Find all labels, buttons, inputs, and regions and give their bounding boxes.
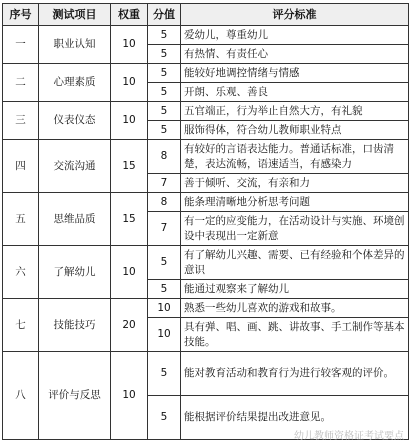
section-item: 技能技巧 [39,299,111,352]
header-item: 测试项目 [39,4,111,26]
row-standard: 服饰得体，符合幼儿教师职业特点 [181,121,409,140]
section-index: 一 [3,26,39,64]
row-standard: 开朗、乐观、善良 [181,83,409,102]
table-row [3,352,409,396]
table-row [3,299,409,318]
header-weight: 权重 [111,4,148,26]
table-row [3,102,409,121]
row-score: 5 [148,64,181,83]
row-standard: 能对教育活动和教育行为进行较客观的评价。 [181,352,409,396]
row-score: 5 [148,280,181,299]
row-score: 5 [148,83,181,102]
row-standard: 能根据评价结果提出改进意见。 [181,396,409,440]
row-score: 7 [148,212,181,246]
row-standard: 能条理清晰地分析思考问题 [181,193,409,212]
row-score: 10 [148,299,181,318]
table-row [3,246,409,280]
row-score: 8 [148,140,181,174]
row-standard: 爱幼儿，尊重幼儿 [181,26,409,45]
header-standard: 评分标准 [181,4,409,26]
section-weight: 20 [111,299,148,352]
section-item: 思维品质 [39,193,111,246]
row-score: 5 [148,102,181,121]
section-index: 三 [3,102,39,140]
section-index: 五 [3,193,39,246]
row-score: 5 [148,121,181,140]
row-standard: 五官端正，行为举止自然大方，有礼貌 [181,102,409,121]
section-index: 四 [3,140,39,193]
section-weight: 10 [111,26,148,64]
section-item: 心理素质 [39,64,111,102]
section-index: 七 [3,299,39,352]
row-score: 5 [148,396,181,440]
section-weight: 10 [111,64,148,102]
section-item: 评价与反思 [39,352,111,440]
section-item: 了解幼儿 [39,246,111,299]
row-score: 10 [148,318,181,352]
row-standard: 具有弹、唱、画、跳、讲故事、手工制作等基本技能。 [181,318,409,352]
row-standard: 熟悉一些幼儿喜欢的游戏和故事。 [181,299,409,318]
row-standard: 善于倾听、交流，有亲和力 [181,174,409,193]
row-standard: 能通过观察来了解幼儿 [181,280,409,299]
section-item: 仪表仪态 [39,102,111,140]
section-index: 六 [3,246,39,299]
header-index: 序号 [3,4,39,26]
section-weight: 10 [111,102,148,140]
table-row [3,193,409,212]
row-score: 5 [148,352,181,396]
section-index: 八 [3,352,39,440]
header-row [3,4,409,26]
row-standard: 有了解幼儿兴趣、需要、已有经验和个体差异的意识 [181,246,409,280]
watermark: 幼儿教师资格证考试要点 [294,431,404,442]
section-index: 二 [3,64,39,102]
table-row [3,64,409,83]
section-weight: 15 [111,140,148,193]
row-standard: 有较好的言语表达能力。普通话标准，口齿清楚，表达流畅，语速适当，有感染力 [181,140,409,174]
evaluation-table [2,3,409,440]
table-row [3,26,409,45]
row-standard: 有热情、有责任心 [181,45,409,64]
section-weight: 15 [111,193,148,246]
header-score: 分值 [148,4,181,26]
section-item: 交流沟通 [39,140,111,193]
row-score: 5 [148,26,181,45]
row-standard: 能较好地调控情绪与情感 [181,64,409,83]
row-score: 5 [148,45,181,64]
section-weight: 10 [111,246,148,299]
table-row [3,140,409,174]
row-standard: 有一定的应变能力，在活动设计与实施、环境创设中表现出一定新意 [181,212,409,246]
section-weight: 10 [111,352,148,440]
row-score: 5 [148,246,181,280]
row-score: 7 [148,174,181,193]
section-item: 职业认知 [39,26,111,64]
row-score: 8 [148,193,181,212]
